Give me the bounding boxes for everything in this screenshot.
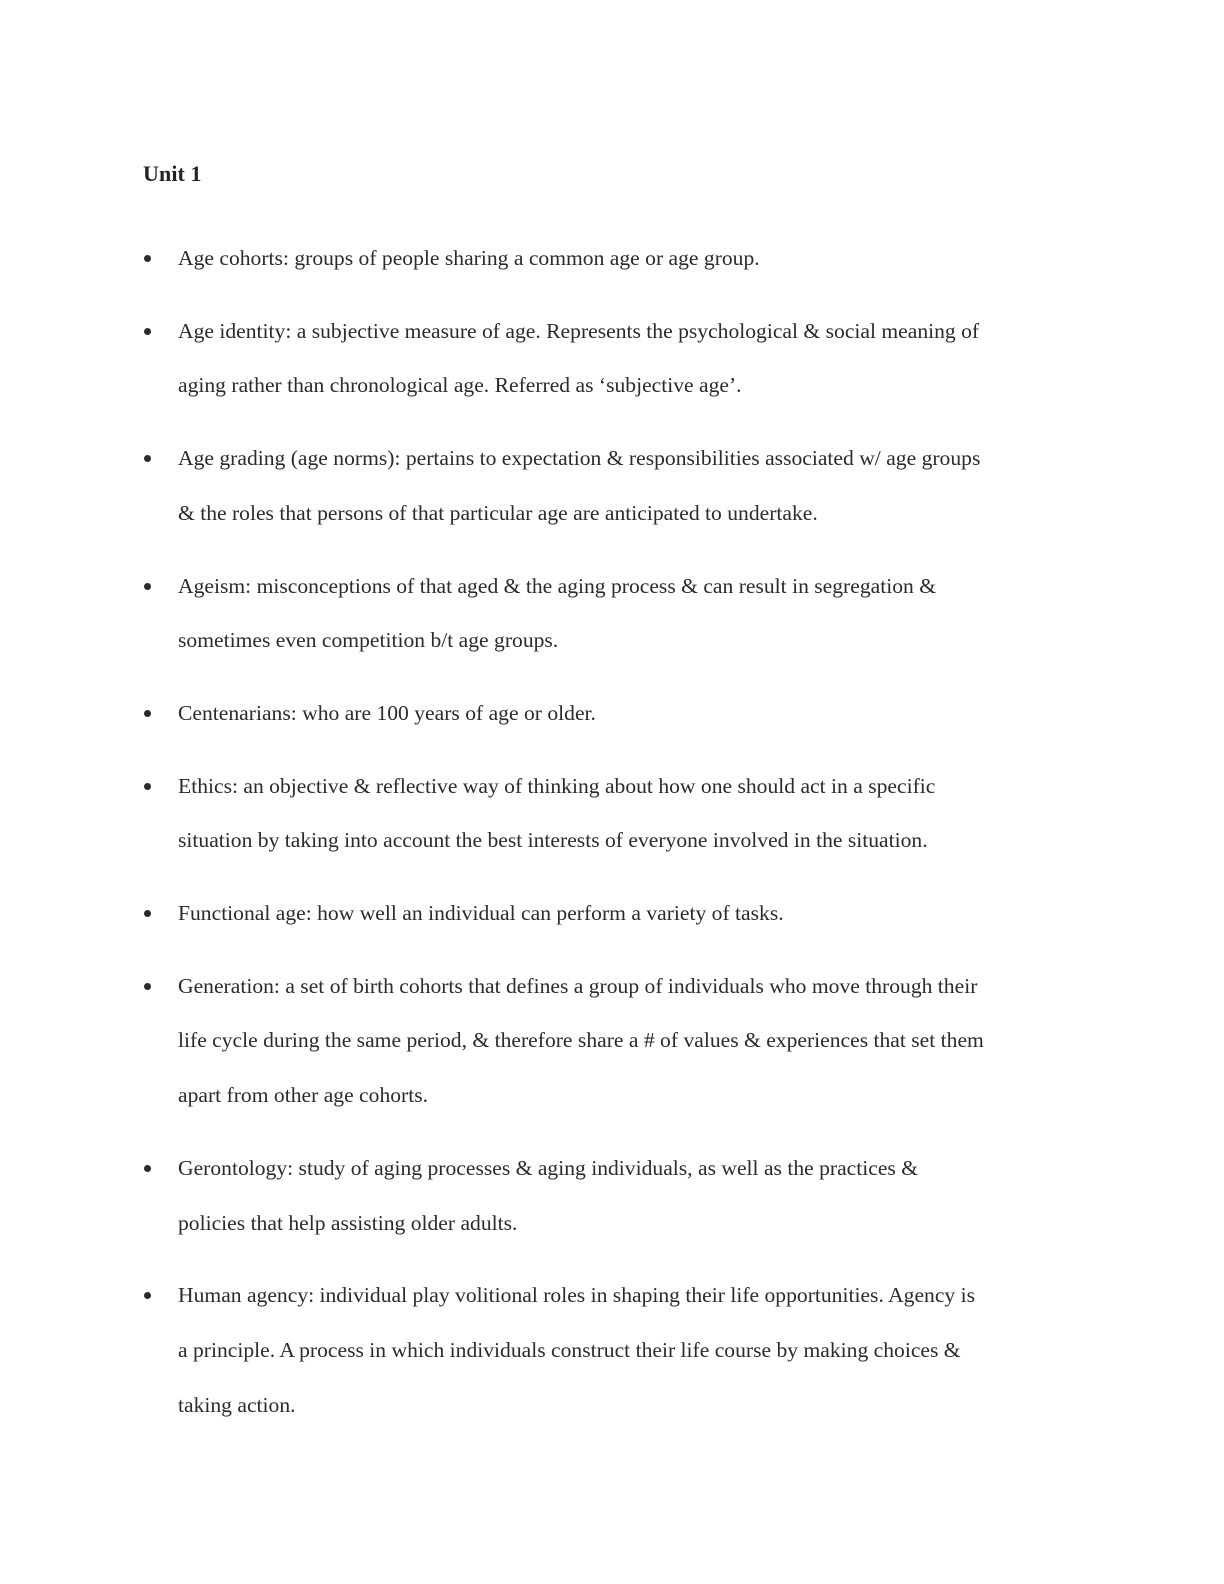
list-item-generation: [143, 959, 1083, 1123]
list-item-text: Functional age: how well an individual can perform a variety of tasks.: [178, 901, 784, 926]
list-item-age-grading: [143, 431, 1083, 540]
list-item-ageism: [143, 559, 1083, 668]
list-item-text: Age cohorts: groups of people sharing a common age or age group.: [178, 246, 760, 270]
bullet-icon: [144, 783, 151, 790]
list-item-text: Gerontology: study of aging processes & aging individuals, as well as the practices & policies that help assisting older adults.: [178, 1155, 919, 1235]
list-item-text: Centenarians: who are 100 years of age or older.: [178, 700, 596, 725]
bullet-icon: [144, 328, 151, 335]
bullet-icon: [144, 583, 151, 590]
list-item-human-agency: [143, 1268, 1083, 1432]
list-item-text: Human agency: individual play volitional roles in shaping their life opportunities. Agency is a principle. A process in which individuals construct their life course by making choices & taking action.: [178, 1283, 976, 1417]
list-item-ethics: [143, 759, 1083, 868]
bullet-icon: [144, 1165, 151, 1172]
bullet-icon: [144, 983, 151, 990]
list-item-text: Age identity: a subjective measure of age. Represents the psychological & social meaning of aging rather than chronological age. Referred as ‘subjective age’.: [178, 318, 980, 398]
bullet-icon: [144, 255, 151, 262]
list-item-age-identity: [143, 304, 1083, 413]
list-item-functional-age: [143, 886, 1083, 941]
bullet-icon: [144, 910, 151, 917]
unit-heading: Unit 1: [143, 161, 202, 186]
bullet-icon: [144, 455, 151, 462]
list-item-text: Ageism: misconceptions of that aged & the aging process & can result in segregation & sometimes even competition b/t age groups.: [178, 573, 936, 653]
list-item-text: Ethics: an objective & reflective way of thinking about how one should act in a specific situation by taking into account the best interests of everyone involved in the situation.: [178, 773, 936, 853]
list-item-age-cohorts: [143, 231, 1083, 286]
bullet-icon: [144, 710, 151, 717]
list-item-centenarians: [143, 686, 1083, 741]
list-item-text: Generation: a set of birth cohorts that defines a group of individuals who move through their life cycle during the same period, & therefore share a # of values & experiences that set them apart from other age cohorts.: [178, 973, 984, 1108]
list-item-text: Age grading (age norms): pertains to expectation & responsibilities associated w/ age groups & the roles that persons of that particular age are anticipated to undertake.: [178, 446, 981, 525]
list-item-gerontology: [143, 1141, 1083, 1250]
glossary-list: [143, 231, 1083, 1450]
bullet-icon: [144, 1292, 151, 1299]
